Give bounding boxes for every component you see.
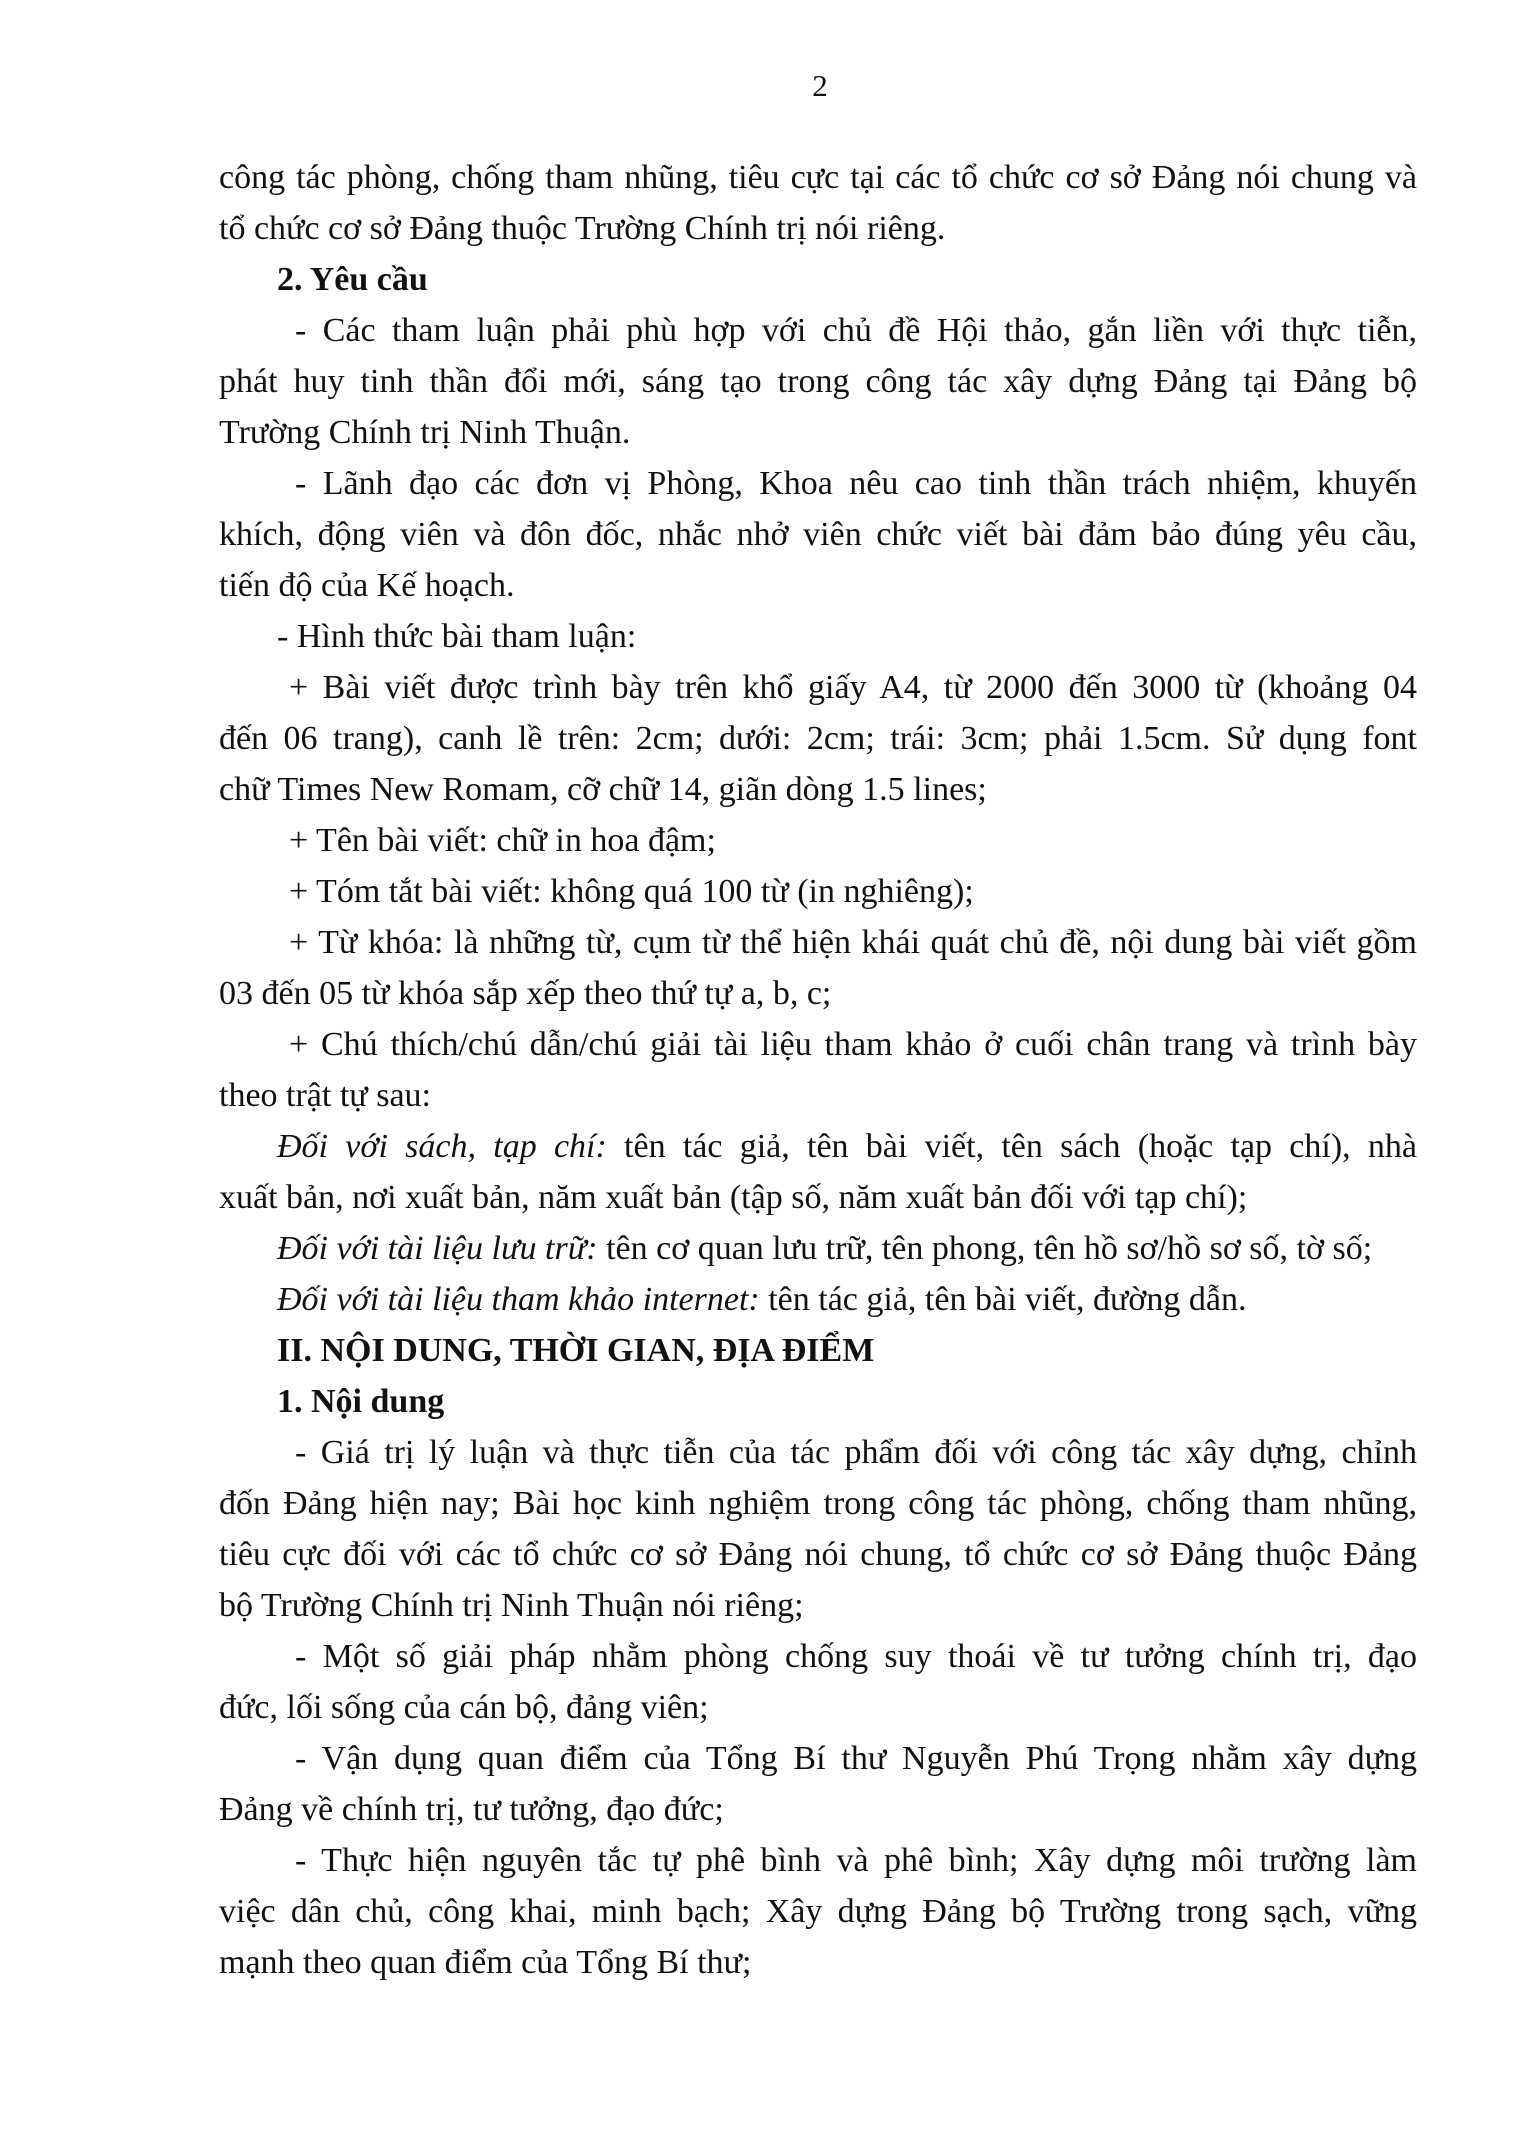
page-number: 2: [812, 68, 828, 103]
paragraph-line: tổ chức cơ sở Đảng thuộc Trường Chính trị nói riêng.: [219, 210, 946, 247]
paragraph-line: - Vận dụng quan điểm của Tổng Bí thư Nguyễn Phú Trọng nhằm xây dựng: [295, 1740, 1417, 1777]
paragraph-line: + Tóm tắt bài viết: không quá 100 từ (in nghiêng);: [289, 873, 974, 910]
paragraph-line: - Thực hiện nguyên tắc tự phê bình và phê bình; Xây dựng môi trường làm: [295, 1842, 1417, 1879]
reference-type-label: Đối với sách, tạp chí:: [277, 1128, 607, 1165]
paragraph-line: bộ Trường Chính trị Ninh Thuận nói riêng;: [219, 1587, 804, 1624]
paragraph-line: + Từ khóa: là những từ, cụm từ thể hiện khái quát chủ đề, nội dung bài viết gồm: [289, 924, 1417, 961]
paragraph-line: xuất bản, nơi xuất bản, năm xuất bản (tập số, năm xuất bản đối với tạp chí);: [219, 1179, 1248, 1216]
paragraph-line: mạnh theo quan điểm của Tổng Bí thư;: [219, 1944, 752, 1981]
paragraph-line: đốn Đảng hiện nay; Bài học kinh nghiệm trong công tác phòng, chống tham nhũng,: [219, 1485, 1417, 1522]
section-heading-requirements: 2. Yêu cầu: [277, 261, 428, 298]
paragraph-line: đến 06 trang), canh lề trên: 2cm; dưới: 2cm; trái: 3cm; phải 1.5cm. Sử dụng font: [219, 720, 1417, 757]
section-heading-content-time-location: II. NỘI DUNG, THỜI GIAN, ĐỊA ĐIỂM: [277, 1332, 875, 1369]
paragraph-line: khích, động viên và đôn đốc, nhắc nhở viên chức viết bài đảm bảo đúng yêu cầu,: [219, 516, 1417, 553]
reference-type-label: Đối với tài liệu lưu trữ:: [277, 1230, 598, 1267]
paragraph-line: [219, 1223, 1417, 1274]
paragraph-line: - Các tham luận phải phù hợp với chủ đề Hội thảo, gắn liền với thực tiễn,: [295, 312, 1417, 349]
paragraph-line: - Giá trị lý luận và thực tiễn của tác phẩm đối với công tác xây dựng, chỉnh: [295, 1434, 1417, 1471]
paragraph-line: + Chú thích/chú dẫn/chú giải tài liệu tham khảo ở cuối chân trang và trình bày: [289, 1026, 1417, 1063]
paragraph-line: Đảng về chính trị, tư tưởng, đạo đức;: [219, 1791, 724, 1828]
paragraph-line: [219, 1121, 1417, 1172]
document-body: [219, 152, 1417, 1988]
paragraph-line: tiêu cực đối với các tổ chức cơ sở Đảng nói chung, tổ chức cơ sở Đảng thuộc Đảng: [219, 1536, 1417, 1573]
reference-type-label: Đối với tài liệu tham khảo internet:: [277, 1281, 760, 1318]
paragraph-line: - Hình thức bài tham luận:: [277, 618, 637, 655]
paragraph-line: đức, lối sống của cán bộ, đảng viên;: [219, 1689, 709, 1726]
reference-format-text: tên tác giả, tên bài viết, tên sách (hoặc tạp chí), nhà: [606, 1128, 1418, 1165]
paragraph-line: việc dân chủ, công khai, minh bạch; Xây dựng Đảng bộ Trường trong sạch, vững: [219, 1893, 1417, 1930]
paragraph-line: [219, 1274, 1417, 1325]
paragraph-line: - Một số giải pháp nhằm phòng chống suy thoái về tư tưởng chính trị, đạo: [295, 1638, 1417, 1675]
paragraph-line: công tác phòng, chống tham nhũng, tiêu cực tại các tổ chức cơ sở Đảng nói chung và: [219, 159, 1417, 196]
paragraph-line: + Tên bài viết: chữ in hoa đậm;: [289, 822, 716, 859]
reference-format-text: tên cơ quan lưu trữ, tên phong, tên hồ sơ/hồ sơ số, tờ số;: [597, 1230, 1373, 1267]
paragraph-line: tiến độ của Kế hoạch.: [219, 567, 515, 604]
section-heading-content: 1. Nội dung: [277, 1383, 445, 1420]
paragraph-line: - Lãnh đạo các đơn vị Phòng, Khoa nêu cao tinh thần trách nhiệm, khuyến: [295, 465, 1417, 502]
paragraph-line: theo trật tự sau:: [219, 1077, 431, 1114]
paragraph-line: phát huy tinh thần đổi mới, sáng tạo trong công tác xây dựng Đảng tại Đảng bộ: [219, 363, 1417, 400]
paragraph-line: 03 đến 05 từ khóa sắp xếp theo thứ tự a, b, c;: [219, 975, 832, 1012]
paragraph-line: Trường Chính trị Ninh Thuận.: [219, 414, 631, 451]
reference-format-text: tên tác giả, tên bài viết, đường dẫn.: [759, 1281, 1247, 1318]
paragraph-line: chữ Times New Romam, cỡ chữ 14, giãn dòng 1.5 lines;: [219, 771, 987, 808]
paragraph-line: + Bài viết được trình bày trên khổ giấy A4, từ 2000 đến 3000 từ (khoảng 04: [289, 669, 1417, 706]
